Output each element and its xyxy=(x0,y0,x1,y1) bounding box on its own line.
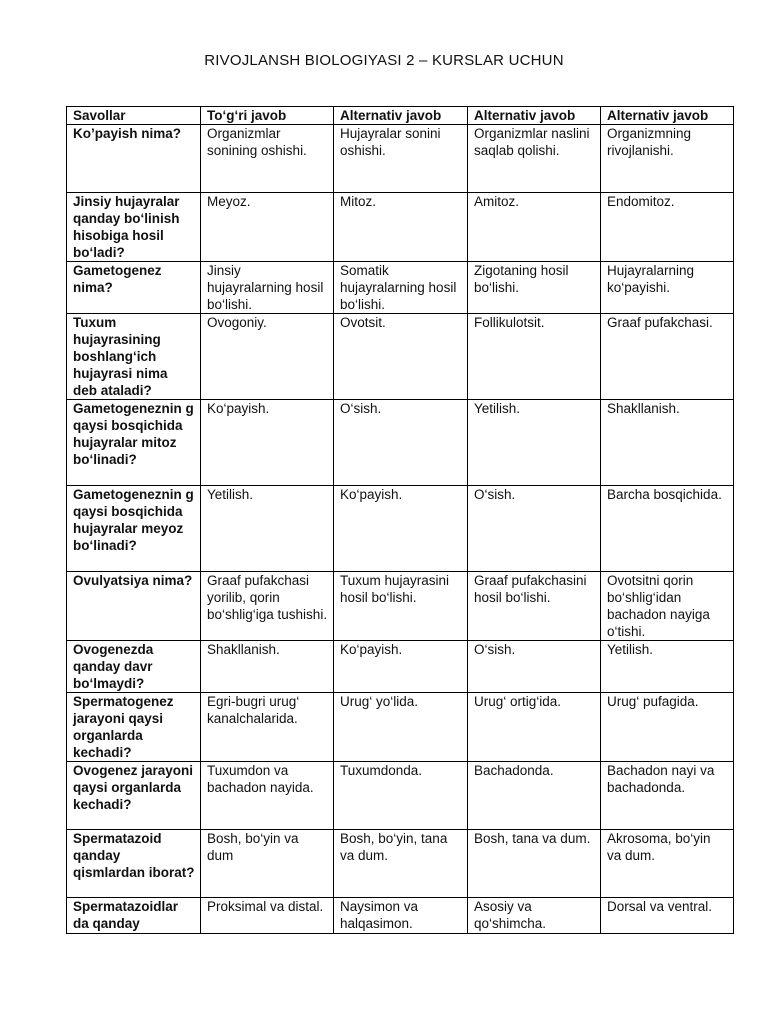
quiz-table-container xyxy=(66,106,733,934)
alternative-answer-cell: Ko‘payish. xyxy=(334,486,468,572)
question-cell: Gametogeneznin g qaysi bosqichida hujayralar meyoz bo‘linadi? xyxy=(67,486,201,572)
alternative-answer-cell: Ko‘payish. xyxy=(334,641,468,693)
alternative-answer-cell: Urug‘ yo‘lida. xyxy=(334,693,468,762)
correct-answer-cell: Tuxumdon va bachadon nayida. xyxy=(201,762,334,830)
question-cell: Ko’payish nima? xyxy=(67,125,201,193)
page-title: RIVOJLANSH BIOLOGIYASI 2 – KURSLAR UCHUN xyxy=(204,52,564,69)
alternative-answer-cell: Akrosoma, bo‘yin va dum. xyxy=(601,830,734,898)
column-header-alternative-answer-3: Alternativ javob xyxy=(601,107,734,125)
alternative-answer-cell: Bosh, tana va dum. xyxy=(468,830,601,898)
alternative-answer-cell: Organizmlar naslini saqlab qolishi. xyxy=(468,125,601,193)
table-body xyxy=(67,125,734,934)
alternative-answer-cell: Naysimon va halqasimon. xyxy=(334,898,468,934)
table-row xyxy=(67,486,734,572)
question-cell: Jinsiy hujayralar qanday bo‘linish hisobiga hosil bo‘ladi? xyxy=(67,193,201,262)
question-cell: Gametogenez nima? xyxy=(67,262,201,314)
alternative-answer-cell: Endomitoz. xyxy=(601,193,734,262)
alternative-answer-cell: Organizmning rivojlanishi. xyxy=(601,125,734,193)
column-header-correct-answer: To‘g‘ri javob xyxy=(201,107,334,125)
table-row xyxy=(67,572,734,641)
alternative-answer-cell: Ovotsit. xyxy=(334,314,468,400)
correct-answer-cell: Meyoz. xyxy=(201,193,334,262)
alternative-answer-cell: Somatik hujayralarning hosil bo‘lishi. xyxy=(334,262,468,314)
quiz-table xyxy=(66,106,734,934)
alternative-answer-cell: Urug‘ ortig‘ida. xyxy=(468,693,601,762)
alternative-answer-cell: Dorsal va ventral. xyxy=(601,898,734,934)
alternative-answer-cell: Graaf pufakchasi. xyxy=(601,314,734,400)
alternative-answer-cell: Graaf pufakchasini hosil bo‘lishi. xyxy=(468,572,601,641)
alternative-answer-cell: O‘sish. xyxy=(468,486,601,572)
table-row xyxy=(67,830,734,898)
column-header-alternative-answer-2: Alternativ javob xyxy=(468,107,601,125)
table-row xyxy=(67,641,734,693)
table-row xyxy=(67,693,734,762)
alternative-answer-cell: Bachadon nayi va bachadonda. xyxy=(601,762,734,830)
alternative-answer-cell: Yetilish. xyxy=(468,400,601,486)
correct-answer-cell: Organizmlar sonining oshishi. xyxy=(201,125,334,193)
table-row xyxy=(67,193,734,262)
alternative-answer-cell: Barcha bosqichida. xyxy=(601,486,734,572)
alternative-answer-cell: Mitoz. xyxy=(334,193,468,262)
alternative-answer-cell: Hujayralar sonini oshishi. xyxy=(334,125,468,193)
alternative-answer-cell: O‘sish. xyxy=(334,400,468,486)
alternative-answer-cell: Ovotsitni qorin bo‘shlig‘idan bachadon nayiga o‘tishi. xyxy=(601,572,734,641)
question-cell: Spermatazoid qanday qismlardan iborat? xyxy=(67,830,201,898)
alternative-answer-cell: Asosiy va qo‘shimcha. xyxy=(468,898,601,934)
question-cell: Ovogenez jarayoni qaysi organlarda kechadi? xyxy=(67,762,201,830)
alternative-answer-cell: Bachadonda. xyxy=(468,762,601,830)
correct-answer-cell: Graaf pufakchasi yorilib, qorin bo‘shlig‘iga tushishi. xyxy=(201,572,334,641)
question-cell: Ovulyatsiya nima? xyxy=(67,572,201,641)
correct-answer-cell: Yetilish. xyxy=(201,486,334,572)
table-row xyxy=(67,262,734,314)
correct-answer-cell: Bosh, bo‘yin va dum xyxy=(201,830,334,898)
alternative-answer-cell: O‘sish. xyxy=(468,641,601,693)
alternative-answer-cell: Follikulotsit. xyxy=(468,314,601,400)
table-row xyxy=(67,898,734,934)
alternative-answer-cell: Urug‘ pufagida. xyxy=(601,693,734,762)
column-header-alternative-answer-1: Alternativ javob xyxy=(334,107,468,125)
table-row xyxy=(67,762,734,830)
alternative-answer-cell: Bosh, bo‘yin, tana va dum. xyxy=(334,830,468,898)
question-cell: Gametogeneznin g qaysi bosqichida hujayralar mitoz bo‘linadi? xyxy=(67,400,201,486)
alternative-answer-cell: Hujayralarning ko‘payishi. xyxy=(601,262,734,314)
correct-answer-cell: Ko‘payish. xyxy=(201,400,334,486)
alternative-answer-cell: Zigotaning hosil bo‘lishi. xyxy=(468,262,601,314)
alternative-answer-cell: Yetilish. xyxy=(601,641,734,693)
correct-answer-cell: Egri-bugri urug‘ kanalchalarida. xyxy=(201,693,334,762)
table-header-row xyxy=(67,107,734,125)
question-cell: Tuxum hujayrasining boshlang‘ich hujayrasi nima deb ataladi? xyxy=(67,314,201,400)
correct-answer-cell: Proksimal va distal. xyxy=(201,898,334,934)
table-row xyxy=(67,314,734,400)
table-row xyxy=(67,125,734,193)
question-cell: Spermatazoidlar da qanday xyxy=(67,898,201,934)
alternative-answer-cell: Shakllanish. xyxy=(601,400,734,486)
correct-answer-cell: Ovogoniy. xyxy=(201,314,334,400)
correct-answer-cell: Jinsiy hujayralarning hosil bo‘lishi. xyxy=(201,262,334,314)
table-row xyxy=(67,400,734,486)
alternative-answer-cell: Amitoz. xyxy=(468,193,601,262)
column-header-questions: Savollar xyxy=(67,107,201,125)
alternative-answer-cell: Tuxum hujayrasini hosil bo‘lishi. xyxy=(334,572,468,641)
question-cell: Spermatogenez jarayoni qaysi organlarda kechadi? xyxy=(67,693,201,762)
question-cell: Ovogenezda qanday davr bo‘lmaydi? xyxy=(67,641,201,693)
alternative-answer-cell: Tuxumdonda. xyxy=(334,762,468,830)
correct-answer-cell: Shakllanish. xyxy=(201,641,334,693)
